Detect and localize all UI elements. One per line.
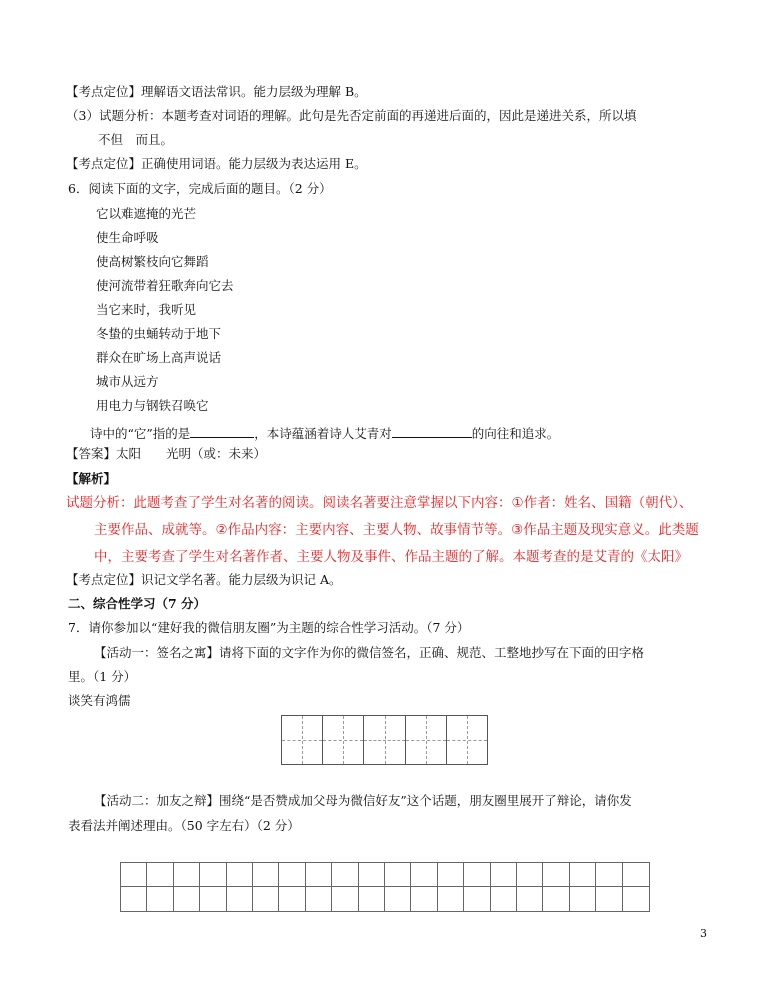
writing-grid-cell[interactable] bbox=[517, 863, 543, 887]
writing-grid-cell[interactable] bbox=[623, 863, 649, 887]
writing-grid-cell[interactable] bbox=[147, 887, 173, 911]
writing-grid-cell[interactable] bbox=[121, 887, 147, 911]
writing-grid-cell[interactable] bbox=[411, 863, 437, 887]
writing-grid-cell[interactable] bbox=[279, 863, 305, 887]
fill-text-1: 诗中的“它”指的是 bbox=[90, 426, 191, 441]
writing-grid-cell[interactable] bbox=[332, 863, 358, 887]
fill-text-2: ，本诗蕴涵着诗人艾青对 bbox=[254, 426, 392, 441]
kaodian-line-3: 【考点定位】识记文学名著。能力层级为识记 A。 bbox=[66, 572, 342, 587]
poem-line: 它以难遮掩的光芒 bbox=[96, 206, 197, 221]
writing-grid-cell[interactable] bbox=[411, 887, 437, 911]
blank-2[interactable] bbox=[392, 424, 472, 438]
writing-grid-cell[interactable] bbox=[174, 887, 200, 911]
section-heading-2: 二、综合性学习（7 分） bbox=[68, 596, 207, 611]
writing-grid-cell[interactable] bbox=[121, 863, 147, 887]
answer-line: 【答案】太阳 光明（或：未来） bbox=[66, 446, 267, 461]
writing-grid-cell[interactable] bbox=[464, 887, 490, 911]
poem-line: 当它来时，我听见 bbox=[96, 302, 197, 317]
analysis-label: 【解析】 bbox=[66, 471, 117, 486]
writing-grid-cell[interactable] bbox=[359, 863, 385, 887]
poem-line: 冬蛰的虫蛹转动于地下 bbox=[96, 326, 222, 341]
page-number: 3 bbox=[700, 927, 707, 940]
tianzige-cell[interactable] bbox=[364, 716, 405, 764]
analysis-red-line: 中，主要考查了学生对名著作者、主要人物及事件、作品主题的了解。本题考查的是艾青的《太阳》 bbox=[94, 549, 688, 565]
fill-in-question bbox=[90, 424, 559, 442]
writing-grid-cell[interactable] bbox=[306, 863, 332, 887]
writing-grid-cell[interactable] bbox=[491, 887, 517, 911]
writing-grid-cell[interactable] bbox=[253, 887, 279, 911]
writing-grid-cell[interactable] bbox=[306, 887, 332, 911]
writing-grid-cell[interactable] bbox=[438, 863, 464, 887]
writing-grid-cell[interactable] bbox=[385, 863, 411, 887]
writing-grid-cell[interactable] bbox=[543, 887, 569, 911]
question-7: 7．请你参加以“建好我的微信朋友圈”为主题的综合性学习活动。（7 分） bbox=[68, 620, 470, 635]
writing-grid-cell[interactable] bbox=[200, 863, 226, 887]
writing-grid-cell[interactable] bbox=[438, 887, 464, 911]
fill-text-3: 的向往和追求。 bbox=[471, 426, 560, 441]
tianzige-cell[interactable] bbox=[282, 716, 323, 764]
writing-grid-cell[interactable] bbox=[359, 887, 385, 911]
writing-grid-cell[interactable] bbox=[253, 863, 279, 887]
kaodian-line-2: 【考点定位】正确使用词语。能力层级为表达运用 E。 bbox=[66, 156, 367, 171]
kaodian-line-1: 【考点定位】理解语文语法常识。能力层级为理解 B。 bbox=[66, 84, 367, 99]
tianzige-cell[interactable] bbox=[406, 716, 447, 764]
writing-grid-cell[interactable] bbox=[385, 887, 411, 911]
writing-grid-cell[interactable] bbox=[570, 887, 596, 911]
activity-2-line-b: 表看法并阐述理由。（50 字左右）（2 分） bbox=[68, 818, 300, 833]
writing-grid-cell[interactable] bbox=[200, 887, 226, 911]
activity-2-line-a: 【活动二：加友之辩】围绕“是否赞成加父母为微信好友”这个话题，朋友圈里展开了辩论，请你发 bbox=[94, 793, 632, 808]
copy-text: 谈笑有鸿儒 bbox=[68, 693, 131, 708]
writing-grid-cell[interactable] bbox=[596, 863, 622, 887]
tianzige-grid[interactable] bbox=[281, 715, 488, 765]
analysis-red-line: 主要作品、成就等。②作品内容：主要内容、主要人物、故事情节等。③作品主题及现实意义。此类题 bbox=[94, 522, 699, 538]
poem-line: 使生命呼吸 bbox=[96, 230, 159, 245]
writing-grid-cell[interactable] bbox=[147, 863, 173, 887]
activity-1-line-b: 里。（1 分） bbox=[68, 669, 137, 684]
question-6: 6．阅读下面的文字，完成后面的题目。（2 分） bbox=[68, 181, 332, 196]
writing-grid-cell[interactable] bbox=[596, 887, 622, 911]
tianzige-cell[interactable] bbox=[323, 716, 364, 764]
writing-grid-cell[interactable] bbox=[517, 887, 543, 911]
writing-grid-cell[interactable] bbox=[464, 863, 490, 887]
blank-1[interactable] bbox=[190, 424, 254, 438]
poem-line: 城市从远方 bbox=[96, 374, 159, 389]
poem-line: 使高树繁枝向它舞蹈 bbox=[96, 254, 209, 269]
writing-grid-cell[interactable] bbox=[491, 863, 517, 887]
writing-grid-cell[interactable] bbox=[570, 863, 596, 887]
analysis-red-line: 试题分析：此题考查了学生对名著的阅读。阅读名著要注意掌握以下内容：①作者：姓名、国籍（朝代）、 bbox=[66, 495, 693, 511]
activity-1-line-a: 【活动一：签名之寓】请将下面的文字作为你的微信签名，正确、规范、工整地抄写在下面的田字格 bbox=[94, 645, 645, 660]
writing-grid-cell[interactable] bbox=[623, 887, 649, 911]
poem-line: 使河流带着狂歌奔向它去 bbox=[96, 278, 234, 293]
writing-grid[interactable] bbox=[120, 862, 650, 912]
writing-grid-cell[interactable] bbox=[279, 887, 305, 911]
writing-grid-cell[interactable] bbox=[227, 863, 253, 887]
analysis-line-3: （3）试题分析：本题考查对词语的理解。此句是先否定前面的再递进后面的，因此是递进关系，所以填 bbox=[66, 108, 637, 123]
writing-grid-cell[interactable] bbox=[543, 863, 569, 887]
answer-buddan-erqie: 不但 而且。 bbox=[98, 132, 174, 147]
writing-grid-cell[interactable] bbox=[174, 863, 200, 887]
writing-grid-cell[interactable] bbox=[332, 887, 358, 911]
tianzige-cell[interactable] bbox=[447, 716, 487, 764]
writing-grid-cell[interactable] bbox=[227, 887, 253, 911]
poem-line: 群众在旷场上高声说话 bbox=[96, 350, 222, 365]
poem-line: 用电力与钢铁召唤它 bbox=[96, 398, 209, 413]
